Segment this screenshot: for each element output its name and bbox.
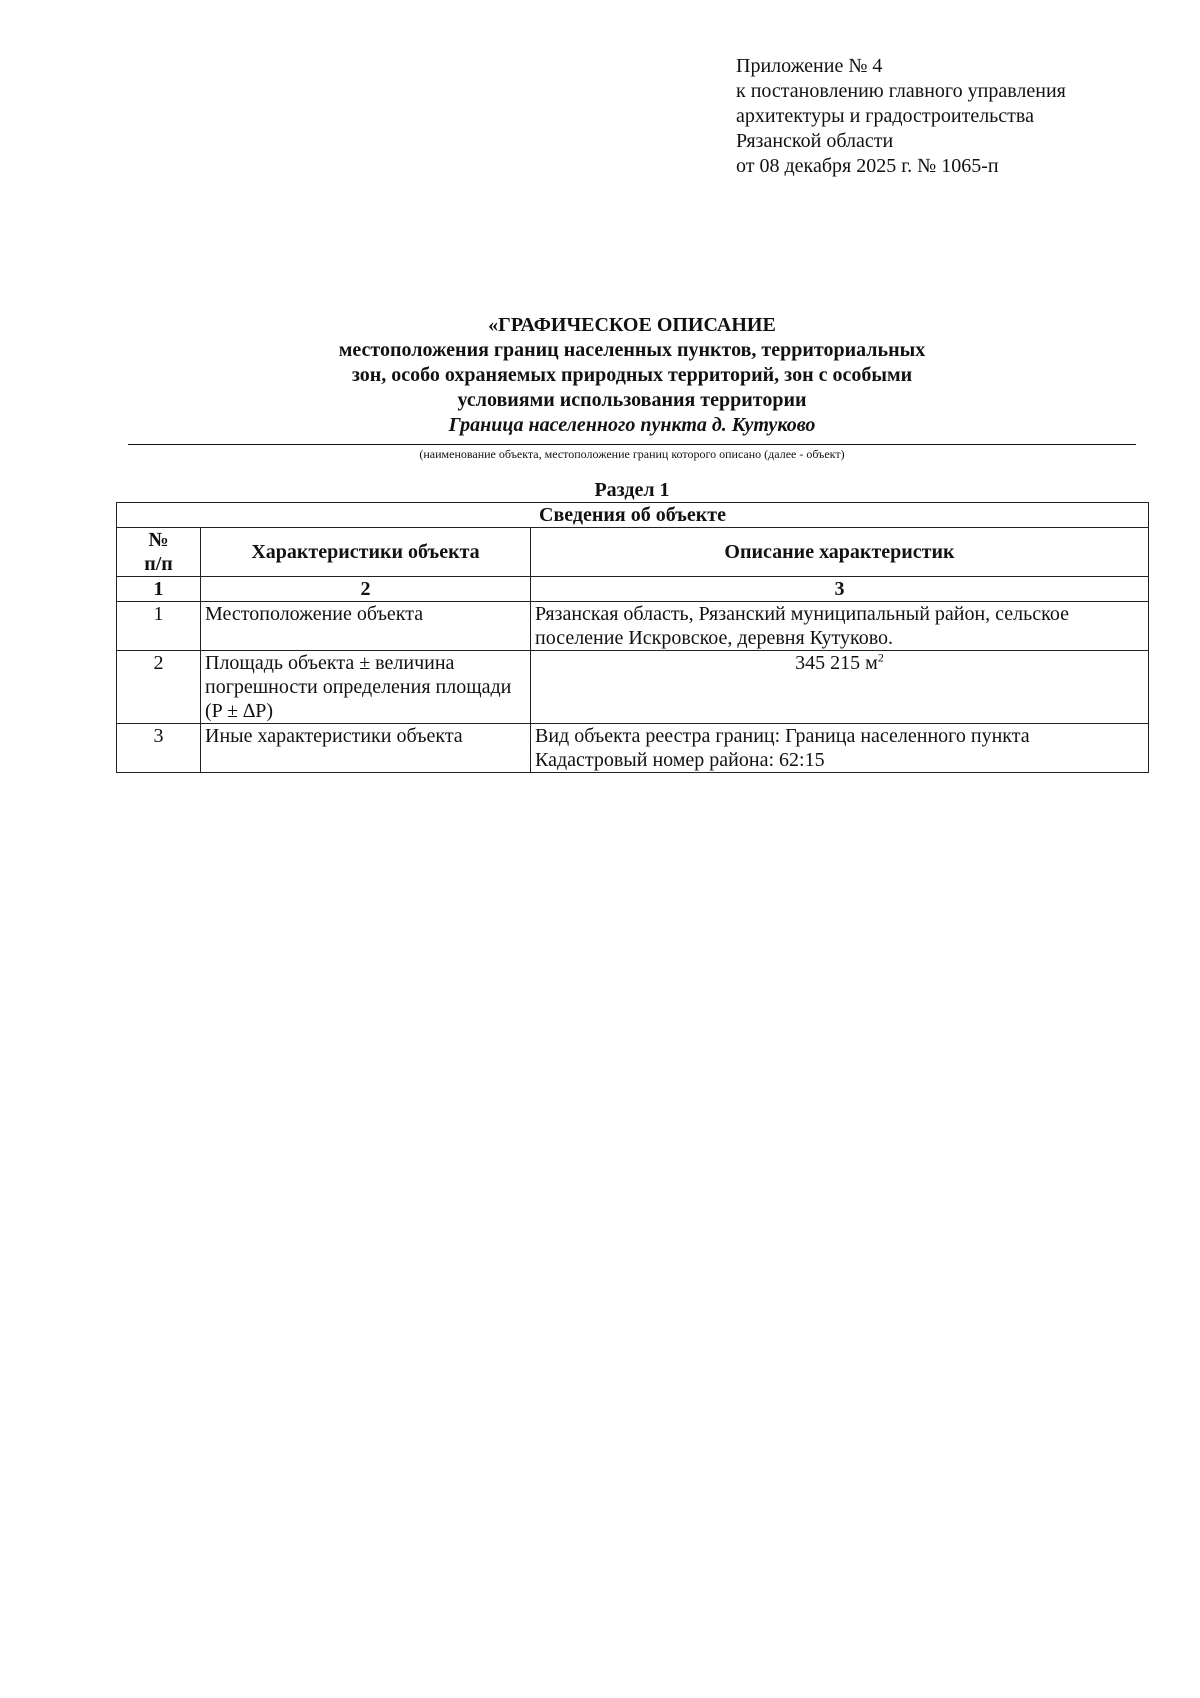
object-name-caption: (наименование объекта, местоположение границ которого описано (далее - объект) [419, 447, 845, 461]
annex-date-line: от 08 декабря 2025 г. № 1065-п [736, 155, 999, 177]
document-title [128, 313, 1136, 438]
row-description [531, 724, 1149, 773]
section-title: Раздел 1 [594, 479, 670, 501]
title-subheading-line: зон, особо охраняемых природных территорий, зон с особыми [351, 364, 913, 386]
row-description [531, 602, 1149, 651]
title-heading: «ГРАФИЧЕСКОЕ ОПИСАНИЕ [488, 314, 776, 336]
header-number-symbol: № [148, 529, 169, 551]
column-number: 1 [117, 577, 201, 602]
annex-reference-line: к постановлению главного управления [736, 80, 1066, 102]
table-header-row [117, 528, 1149, 577]
area-value: 345 215 м [795, 652, 878, 674]
characteristic-line: (P ± ∆P) [205, 700, 274, 722]
row-characteristic [201, 651, 531, 724]
characteristic-line: Площадь объекта ± величина [205, 652, 455, 674]
header-number [117, 528, 201, 577]
description-line: Вид объекта реестра границ: Граница населенного пункта [535, 725, 1030, 747]
column-number-row [117, 577, 1149, 602]
description-line: Рязанская область, Рязанский муниципальный район, сельское [535, 603, 1069, 625]
description-line: Кадастровый номер района: 62:15 [535, 749, 825, 771]
annex-number: Приложение № 4 [736, 55, 883, 77]
description-line: поселение Искровское, деревня Кутуково. [535, 627, 893, 649]
row-characteristic: Местоположение объекта [201, 602, 531, 651]
header-number-abbr: п/п [144, 553, 173, 575]
row-characteristic: Иные характеристики объекта [201, 724, 531, 773]
title-subheading-line: условиями использования территории [457, 389, 807, 411]
annex-region-line: Рязанской области [736, 130, 894, 152]
object-name: Граница населенного пункта д. Кутуково [448, 414, 816, 436]
table-caption-row [117, 503, 1149, 528]
row-number: 3 [117, 724, 201, 773]
object-info-table [116, 502, 1149, 773]
title-subheading-line: местоположения границ населенных пунктов, территориальных [338, 339, 926, 361]
annex-header [736, 54, 1156, 179]
characteristic-line: погрешности определения площади [205, 676, 512, 698]
area-value-cell [531, 651, 1149, 724]
table-row [117, 724, 1149, 773]
column-number: 3 [531, 577, 1149, 602]
area-unit-exponent: 2 [877, 650, 884, 665]
annex-authority-line: архитектуры и градостроительства [736, 105, 1034, 127]
row-number: 2 [117, 651, 201, 724]
object-name-underline [128, 444, 1136, 445]
header-description: Описание характеристик [531, 528, 1149, 577]
table-row [117, 651, 1149, 724]
row-number: 1 [117, 602, 201, 651]
table-row [117, 602, 1149, 651]
header-characteristics: Характеристики объекта [201, 528, 531, 577]
table-caption: Сведения об объекте [117, 503, 1149, 528]
column-number: 2 [201, 577, 531, 602]
